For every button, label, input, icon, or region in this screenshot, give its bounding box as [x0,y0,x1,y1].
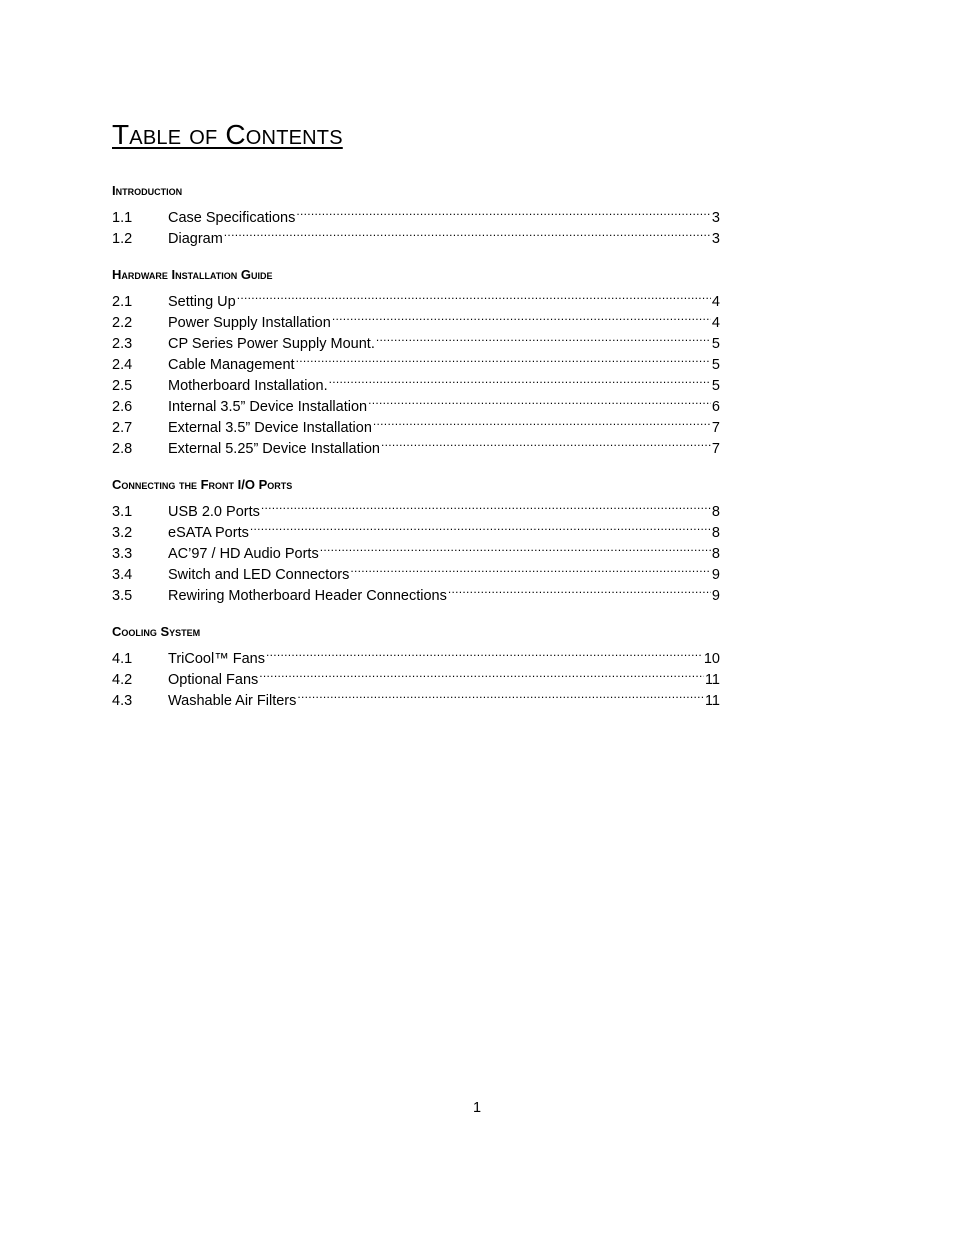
dot-leader [237,285,711,306]
dot-leader [259,663,704,684]
entry-page: 8 [711,546,720,562]
entry-page: 11 [704,693,720,709]
dot-leader [261,495,711,516]
dot-leader [332,306,711,327]
entry-number: 2.7 [112,420,133,436]
dot-leader [373,411,711,432]
entry-title: External 3.5” Device Installation [168,420,372,436]
table-of-contents [112,180,720,726]
entry-page: 10 [703,651,720,667]
entry-title: Internal 3.5” Device Installation [168,399,368,415]
entry-title: Rewiring Motherboard Header Connections [168,588,447,604]
entry-number: 2.8 [112,441,133,457]
entry-page: 9 [711,588,720,604]
toc-section-hardware-installation [112,264,720,457]
entry-title: USB 2.0 Ports [168,504,260,520]
entry-number: 4.3 [112,693,133,709]
toc-entry[interactable] [112,495,720,520]
dot-leader [296,201,711,222]
dot-leader [224,222,711,243]
dot-leader [448,579,711,600]
entry-number: 1.2 [112,231,133,247]
entry-number: 2.1 [112,294,133,310]
entry-number: 3.1 [112,504,133,520]
entry-title: CP Series Power Supply Mount. [168,336,375,352]
entry-number: 4.2 [112,672,133,688]
page-title: Table of Contents [112,119,343,150]
entry-number: 2.4 [112,357,133,373]
entry-page: 5 [711,378,720,394]
entry-number: 3.4 [112,567,133,583]
entry-page: 9 [711,567,720,583]
entry-number: 3.3 [112,546,133,562]
entry-number: 3.2 [112,525,133,541]
section-heading: Connecting the Front I/O Ports [112,477,293,492]
dot-leader [376,327,711,348]
page-number: 1 [472,1100,482,1116]
dot-leader [297,684,704,705]
entry-page: 5 [711,336,720,352]
entry-page: 8 [711,525,720,541]
toc-entry[interactable] [112,285,720,310]
section-heading: Cooling System [112,624,201,639]
dot-leader [266,642,703,663]
entry-title: Setting Up [168,294,236,310]
entry-page: 7 [711,441,720,457]
entry-title: Power Supply Installation [168,315,331,331]
entry-number: 1.1 [112,210,133,226]
entry-page: 4 [711,315,720,331]
dot-leader [381,432,711,453]
dot-leader [296,348,711,369]
dot-leader [368,390,711,411]
dot-leader [329,369,711,390]
entry-title: Switch and LED Connectors [168,567,350,583]
toc-section-front-io-ports [112,474,720,604]
entry-title: External 5.25” Device Installation [168,441,380,457]
toc-section-cooling-system [112,621,720,709]
entry-page: 7 [711,420,720,436]
section-heading: Introduction [112,183,183,198]
dot-leader [250,516,711,537]
entry-page: 3 [711,231,720,247]
entry-title: Diagram [168,231,223,247]
entry-number: 2.3 [112,336,133,352]
dot-leader [320,537,711,558]
entry-title: Optional Fans [168,672,259,688]
entry-page: 6 [711,399,720,415]
entry-number: 3.5 [112,588,133,604]
entry-title: eSATA Ports [168,525,249,541]
entry-number: 4.1 [112,651,133,667]
entry-page: 5 [711,357,720,373]
entry-title: AC’97 / HD Audio Ports [168,546,319,562]
toc-entry[interactable] [112,642,720,667]
entry-number: 2.6 [112,399,133,415]
entry-page: 8 [711,504,720,520]
entry-page: 3 [711,210,720,226]
toc-section-introduction [112,180,720,247]
entry-title: Case Specifications [168,210,296,226]
entry-page: 4 [711,294,720,310]
entry-number: 2.2 [112,315,133,331]
entry-title: Washable Air Filters [168,693,297,709]
entry-number: 2.5 [112,378,133,394]
dot-leader [350,558,711,579]
entry-title: TriCool™ Fans [168,651,265,667]
entry-page: 11 [704,672,720,688]
toc-entry[interactable] [112,201,720,226]
section-heading: Hardware Installation Guide [112,267,273,282]
entry-title: Cable Management [168,357,295,373]
entry-title: Motherboard Installation. [168,378,328,394]
